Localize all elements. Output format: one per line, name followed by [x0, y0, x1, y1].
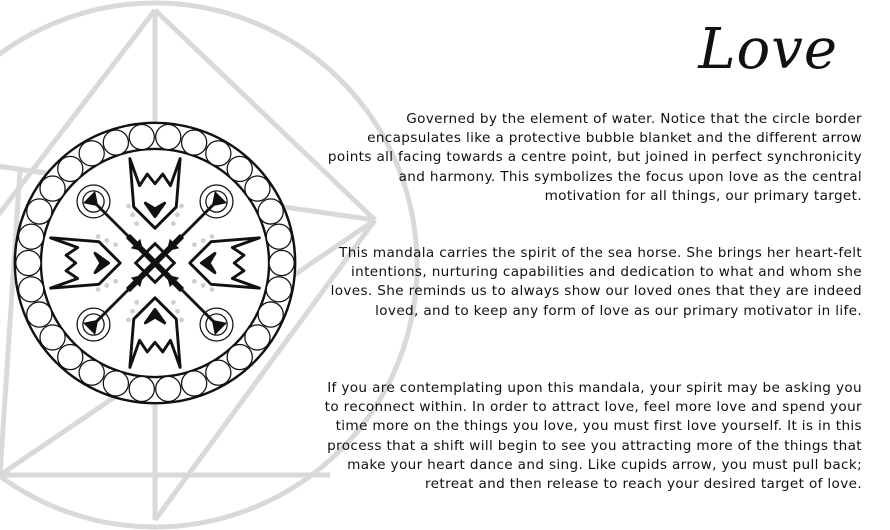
border-bubble	[206, 360, 231, 385]
dot	[175, 309, 180, 314]
dot	[210, 287, 215, 292]
dot	[113, 242, 118, 247]
dot	[134, 300, 139, 305]
dot	[126, 204, 131, 209]
border-bubble	[156, 376, 181, 401]
border-bubble	[27, 199, 52, 224]
dot	[104, 283, 109, 288]
dot	[134, 221, 139, 226]
border-bubble	[40, 325, 65, 350]
dot	[192, 279, 197, 284]
dot	[96, 287, 101, 292]
dot	[130, 309, 135, 314]
border-bubble	[16, 250, 41, 275]
dot	[175, 212, 180, 217]
border-bubble	[227, 156, 252, 181]
border-bubble	[103, 371, 128, 396]
border-bubble	[129, 124, 154, 149]
dot	[171, 300, 176, 305]
border-bubble	[103, 130, 128, 155]
border-bubble	[258, 302, 283, 327]
border-bubble	[129, 376, 154, 401]
border-bubble	[40, 176, 65, 201]
border-bubble	[79, 141, 104, 166]
border-bubble	[245, 325, 270, 350]
love-mandala-icon	[10, 118, 300, 408]
dot	[171, 221, 176, 226]
dot	[201, 283, 206, 288]
paragraph-element: Governed by the element of water. Notice that the circle border encapsulates like a protective bubble blanket and the different arrow points all facing towards a centre point, but joined in perfect synchronicity and harmony. This symbolizes the focus upon love as the central motivation for all things, our primary target.	[327, 111, 862, 204]
border-bubble	[182, 371, 207, 396]
border-bubble	[266, 277, 291, 302]
border-bubble	[79, 360, 104, 385]
border-bubble	[227, 345, 252, 370]
border-bubble	[58, 345, 83, 370]
paragraph-sea-horse: This mandala carries the spirit of the sea horse. She brings her heart-felt intentions, nurturing capabilities and dedication to what and whom she loves. She reminds us to always show our loved ones that they are indeed loved, and to keep any form of love as our primary motivator in life.	[330, 245, 862, 319]
border-bubble	[19, 277, 44, 302]
dot	[179, 204, 184, 209]
dot	[113, 279, 118, 284]
border-bubble	[266, 224, 291, 249]
dot	[210, 234, 215, 239]
border-bubble	[19, 224, 44, 249]
border-bubble	[269, 250, 294, 275]
border-bubble	[245, 176, 270, 201]
border-bubble	[27, 302, 52, 327]
dot	[104, 238, 109, 243]
dot	[96, 234, 101, 239]
dot	[130, 212, 135, 217]
dot	[201, 238, 206, 243]
border-bubble	[182, 130, 207, 155]
paragraph-contemplation: If you are contemplating upon this mandala, your spirit may be asking you to reconnect within. In order to attract love, feel more love and spend your time more on the things you love, you must first love yourself. It is in this process that a shift will begin to see you attracting more of the things that make your heart dance and sing. Like cupids arrow, you must pull back; retreat and then release to reach your desired target of love.	[324, 380, 862, 493]
dot	[192, 242, 197, 247]
border-bubble	[206, 141, 231, 166]
border-bubble	[58, 156, 83, 181]
dot	[126, 318, 131, 323]
dot	[179, 318, 184, 323]
page-title: Love	[698, 17, 838, 82]
border-bubble	[156, 124, 181, 149]
border-bubble	[258, 199, 283, 224]
